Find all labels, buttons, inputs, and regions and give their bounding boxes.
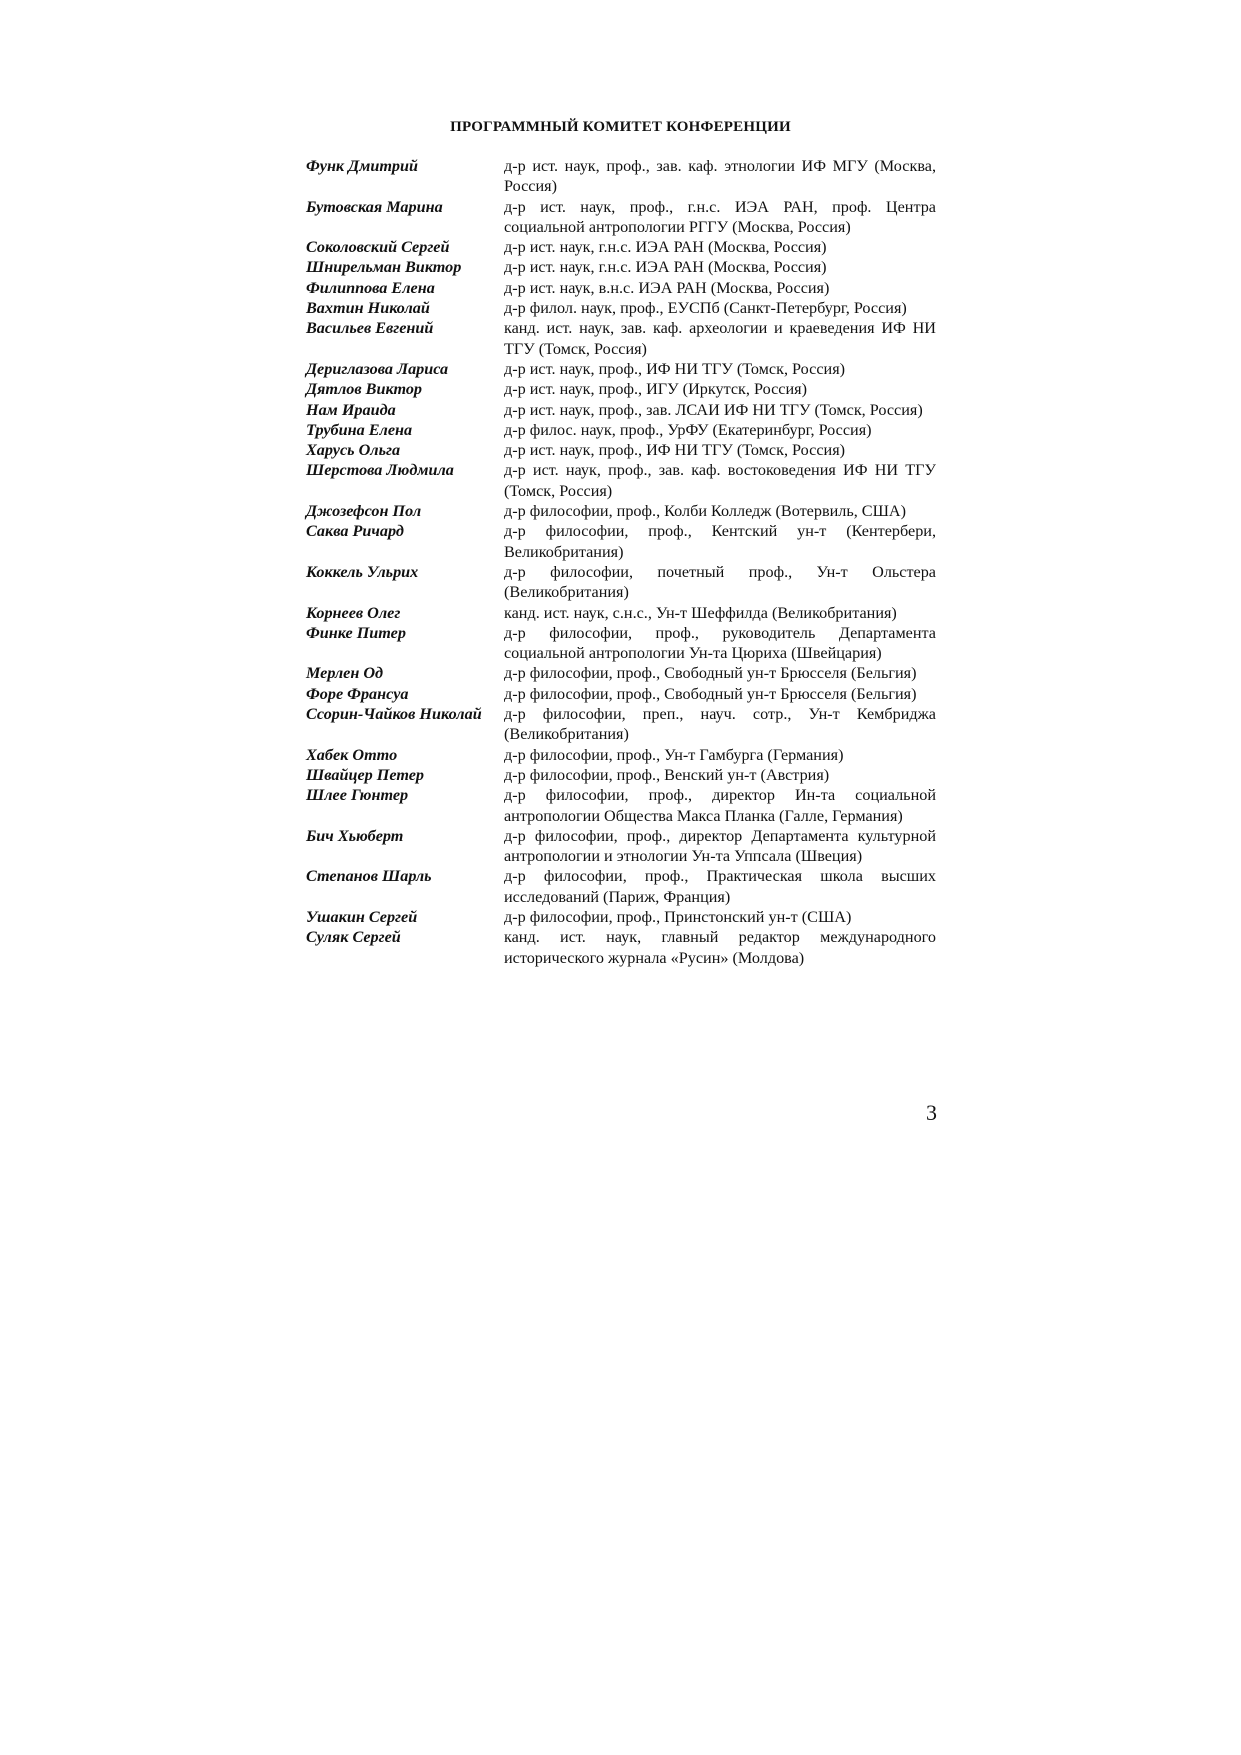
member-name: Нам Ираида: [306, 400, 396, 419]
member-affiliation: д-р филол. наук, проф., ЕУСПб (Санкт-Петербург, Россия): [504, 299, 907, 318]
member-row: [306, 379, 936, 399]
member-name: Мерлен Од: [306, 664, 384, 683]
member-row: [306, 704, 936, 745]
member-name: Коккель Ульрих: [306, 562, 419, 581]
member-name: Шерстова Людмила: [306, 461, 454, 480]
member-name: Ушакин Сергей: [306, 907, 418, 926]
member-name: Бутовская Марина: [306, 197, 443, 216]
member-affiliation: д-р философии, проф., Принстонский ун-т (США): [504, 907, 852, 926]
member-row: [306, 521, 936, 562]
member-name: Форе Франсуа: [306, 684, 409, 703]
page-title: ПРОГРАММНЫЙ КОМИТЕТ КОНФЕРЕНЦИИ: [450, 119, 791, 135]
member-row: [306, 927, 936, 968]
member-name: Дериглазова Лариса: [306, 359, 449, 378]
member-affiliation: д-р философии, проф., Практическая школа высших исследований (Париж, Франция): [504, 867, 936, 906]
member-affiliation: д-р ист. наук, проф., зав. каф. этнологии ИФ МГУ (Москва, Россия): [504, 157, 936, 196]
member-name: Функ Дмитрий: [306, 157, 419, 175]
member-affiliation: д-р ист. наук, проф., зав. каф. востоковедения ИФ НИ ТГУ (Томск, Россия): [504, 461, 936, 500]
member-row: [306, 440, 936, 460]
member-row: [306, 785, 936, 826]
member-name: Дятлов Виктор: [306, 380, 423, 399]
member-name: Швайцер Петер: [306, 765, 424, 784]
member-name: Соколовский Сергей: [306, 238, 450, 257]
member-name: Корнеев Олег: [306, 603, 401, 622]
member-row: [306, 562, 936, 603]
member-row: [306, 278, 936, 298]
member-name: Филиппова Елена: [306, 278, 435, 297]
member-row: [306, 765, 936, 785]
member-name: Суляк Сергей: [306, 928, 401, 947]
member-affiliation: д-р философии, проф., Венский ун-т (Австрия): [504, 765, 830, 784]
member-name: Шнирельман Виктор: [306, 258, 462, 277]
member-affiliation: д-р ист. наук, в.н.с. ИЭА РАН (Москва, Россия): [504, 278, 830, 297]
member-row: [306, 359, 936, 379]
member-affiliation: д-р ист. наук, г.н.с. ИЭА РАН (Москва, Россия): [504, 258, 827, 277]
member-row: [306, 197, 936, 238]
member-row: [306, 400, 936, 420]
member-row: [306, 623, 936, 664]
member-row: [306, 826, 936, 867]
member-row: [306, 420, 936, 440]
member-row: [306, 684, 936, 704]
member-row: [306, 745, 936, 765]
page-number: 3: [926, 1100, 937, 1125]
committee-list: [306, 156, 936, 968]
member-affiliation: канд. ист. наук, главный редактор международного исторического журнала «Русин» (Молдова): [504, 928, 936, 967]
member-affiliation: д-р философии, проф., директор Департамента культурной антропологии и этнологии Ун-та Уппсала (Швеция): [504, 826, 936, 866]
member-row: [306, 663, 936, 683]
member-name: Ссорин-Чайков Николай: [306, 705, 482, 724]
member-affiliation: д-р философии, проф., руководитель Департамента социальной антропологии Ун-та Цюриха (Швейцария): [504, 623, 936, 663]
member-affiliation: д-р философии, почетный проф., Ун-т Ольстера (Великобритания): [504, 562, 936, 602]
member-affiliation: д-р философии, проф., директор Ин-та социальной антропологии Общества Макса Планка (Галле, Германия): [504, 786, 936, 825]
member-row: [306, 156, 936, 197]
member-name: Бич Хьюберт: [306, 826, 404, 845]
member-name: Хабек Отто: [306, 745, 398, 764]
member-affiliation: д-р ист. наук, проф., ИГУ (Иркутск, Россия): [504, 380, 807, 399]
member-name: Трубина Елена: [306, 420, 413, 439]
member-affiliation: канд. ист. наук, зав. каф. археологии и краеведения ИФ НИ ТГУ (Томск, Россия): [504, 319, 936, 358]
member-affiliation: д-р философии, проф., Свободный ун-т Брюсселя (Бельгия): [504, 684, 917, 703]
member-affiliation: д-р ист. наук, проф., ИФ НИ ТГУ (Томск, Россия): [504, 359, 846, 378]
member-row: [306, 603, 936, 623]
member-name: Васильев Евгений: [306, 319, 434, 338]
member-name: Шлее Гюнтер: [306, 786, 409, 805]
member-name: Саква Ричард: [306, 522, 404, 541]
member-row: [306, 907, 936, 927]
member-name: Финке Питер: [306, 623, 406, 642]
member-affiliation: канд. ист. наук, с.н.с., Ун-т Шеффилда (Великобритания): [504, 603, 897, 622]
member-row: [306, 257, 936, 277]
member-affiliation: д-р философии, проф., Свободный ун-т Брюсселя (Бельгия): [504, 664, 917, 683]
member-name: Харусь Ольга: [306, 441, 401, 460]
member-affiliation: д-р философии, проф., Кентский ун-т (Кентербери, Великобритания): [504, 522, 936, 561]
member-row: [306, 318, 936, 359]
member-name: Вахтин Николай: [306, 299, 430, 318]
member-row: [306, 460, 936, 501]
member-affiliation: д-р ист. наук, проф., ИФ НИ ТГУ (Томск, Россия): [504, 441, 846, 460]
member-affiliation: д-р ист. наук, г.н.с. ИЭА РАН (Москва, Россия): [504, 238, 827, 257]
member-row: [306, 298, 936, 318]
member-affiliation: д-р ист. наук, проф., зав. ЛСАИ ИФ НИ ТГУ (Томск, Россия): [504, 400, 923, 419]
member-affiliation: д-р ист. наук, проф., г.н.с. ИЭА РАН, проф. Центра социальной антропологии РГГУ (Москва, Россия): [504, 197, 936, 236]
member-affiliation: д-р философии, проф., Ун-т Гамбурга (Германия): [504, 745, 844, 764]
member-row: [306, 237, 936, 257]
member-row: [306, 866, 936, 907]
member-name: Степанов Шарль: [306, 867, 432, 886]
member-affiliation: д-р филос. наук, проф., УрФУ (Екатеринбург, Россия): [504, 420, 872, 439]
member-row: [306, 501, 936, 521]
member-affiliation: д-р философии, преп., науч. сотр., Ун-т Кембриджа (Великобритания): [504, 705, 936, 744]
member-name: Джозефсон Пол: [306, 502, 422, 521]
member-affiliation: д-р философии, проф., Колби Колледж (Вотервиль, США): [504, 502, 907, 521]
